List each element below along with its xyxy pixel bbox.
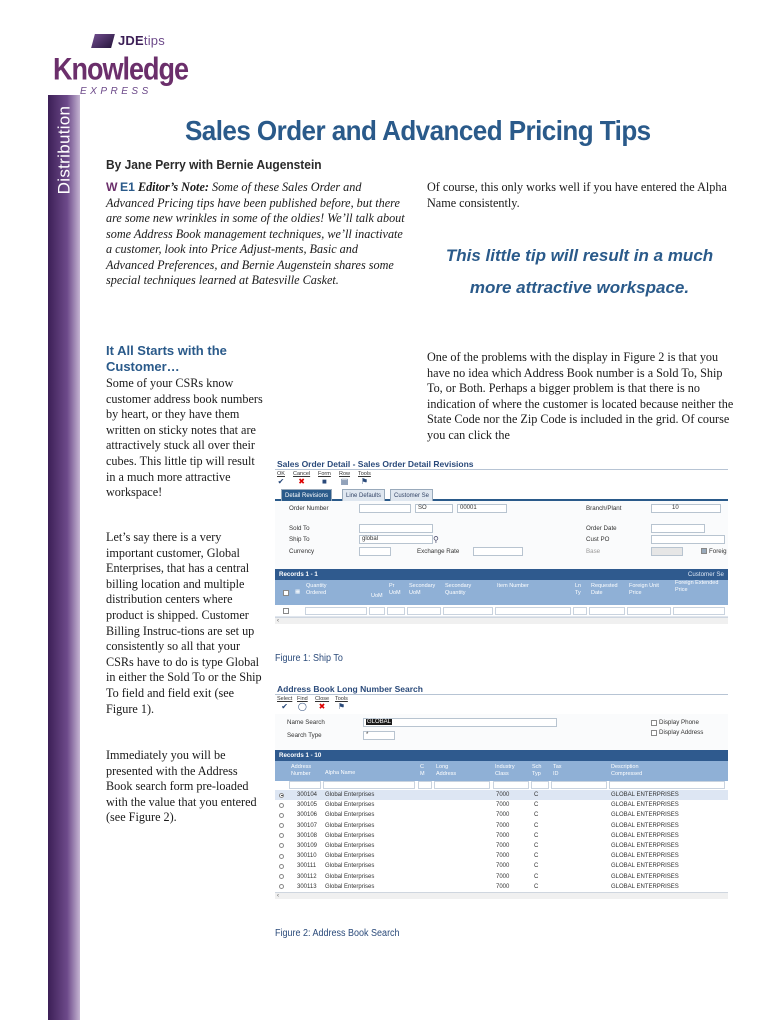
col-secondary-uom: Secondary UoM xyxy=(409,583,436,596)
query-by-example-row xyxy=(275,781,728,790)
cust-po-label: Cust PO xyxy=(586,536,610,543)
col-address-number: Address Number xyxy=(291,764,312,777)
exchange-rate-field[interactable] xyxy=(473,547,523,556)
alpha-name-cell: Global Enterprises xyxy=(325,832,375,839)
search-type-field[interactable]: * xyxy=(363,731,395,740)
exchange-rate-label: Exchange Rate xyxy=(417,548,460,555)
sch-typ-cell: C xyxy=(534,863,539,870)
tab-line-defaults[interactable]: Line Defaults xyxy=(342,489,385,501)
logo-cube-icon xyxy=(91,34,115,48)
select-all-checkbox[interactable] xyxy=(283,590,289,596)
search-type-label: Search Type xyxy=(287,732,322,739)
search-icon[interactable]: ⚲ xyxy=(433,535,439,544)
row-icon: ▤ xyxy=(340,477,349,486)
order-date-field[interactable] xyxy=(651,524,705,533)
row-radio[interactable] xyxy=(279,854,284,859)
section-label: Distribution xyxy=(54,105,74,195)
col-quantity-ordered: Quantity Ordered xyxy=(306,583,327,596)
form-icon: ■ xyxy=(322,477,327,486)
order-number-field[interactable]: 00001 xyxy=(457,504,507,513)
order-type-field[interactable]: SO xyxy=(415,504,453,513)
description-cell: GLOBAL ENTERPRISES xyxy=(611,792,679,798)
address-book-rows xyxy=(275,790,728,892)
foreign-checkbox[interactable] xyxy=(701,548,707,554)
description-cell: GLOBAL ENTERPRISES xyxy=(611,802,679,809)
order-number-label: Order Number xyxy=(289,505,329,512)
close-icon: ✖ xyxy=(318,702,326,711)
alpha-name-cell: Global Enterprises xyxy=(325,812,375,819)
table-row[interactable] xyxy=(275,800,728,810)
find-icon: ◯ xyxy=(297,702,307,711)
address-number-cell: 300105 xyxy=(297,802,318,809)
description-cell: GLOBAL ENTERPRISES xyxy=(611,863,679,870)
side-band xyxy=(48,95,80,1020)
row-radio[interactable] xyxy=(279,823,284,828)
base-label: Base xyxy=(586,548,601,555)
figure-2-toolbar xyxy=(275,695,728,714)
address-number-cell: 300107 xyxy=(297,822,318,829)
address-number-cell: 300110 xyxy=(297,853,317,860)
logo-brand-b: tips xyxy=(143,33,165,48)
branch-plant-field[interactable]: 10 xyxy=(651,504,721,513)
description-cell: GLOBAL ENTERPRISES xyxy=(611,873,679,880)
tab-customer-se[interactable]: Customer Se xyxy=(390,489,433,501)
knowledge-express-logo xyxy=(50,30,189,98)
figure-2-column-header xyxy=(275,761,728,781)
description-cell: GLOBAL ENTERPRISES xyxy=(611,883,679,890)
figure-1-screenshot xyxy=(275,458,728,648)
address-number-cell: 300104 xyxy=(297,792,318,798)
figure-1-toolbar xyxy=(275,470,728,489)
description-cell: GLOBAL ENTERPRISES xyxy=(611,832,679,839)
editors-note-text: Some of these Sales Order and Advanced Pricing tips have been published before, but there are some new wrinkles in some of the oldies! We’ll talk about some Address Book management techniques, we’ll inactivate a customer, look into Price Adjust-ments, Basic and Advanced Preferences, and Bernie Augenstein shares some special techniques learned at Batesville Casket. xyxy=(106,180,405,287)
sold-to-field[interactable] xyxy=(359,524,433,533)
figure-1-form xyxy=(275,501,728,569)
sch-typ-cell: C xyxy=(534,832,539,839)
address-number-cell: 300108 xyxy=(297,832,318,839)
row-radio[interactable] xyxy=(279,833,284,838)
figure-1-grid-header xyxy=(275,569,728,580)
records-label: Records 1 - 10 xyxy=(279,752,322,759)
table-row[interactable] xyxy=(275,821,728,831)
sch-typ-cell: C xyxy=(534,853,539,860)
logo-main-text: Knowledge xyxy=(53,52,189,87)
figure-1-column-header xyxy=(275,580,728,606)
industry-class-cell: 7000 xyxy=(496,853,510,860)
currency-label: Currency xyxy=(289,548,315,555)
row-radio[interactable] xyxy=(279,864,284,869)
alpha-name-cell: Global Enterprises xyxy=(325,842,375,849)
table-row[interactable] xyxy=(275,841,728,851)
branch-plant-label: Branch/Plant xyxy=(586,505,622,512)
logo-sub-text: EXPRESS xyxy=(80,86,152,97)
editors-note-label: Editor’s Note: xyxy=(137,180,209,194)
col-tax-id: Tax ID xyxy=(553,764,562,777)
figure-2-caption: Figure 2: Address Book Search xyxy=(275,928,400,939)
address-number-cell: 300111 xyxy=(297,863,317,870)
table-row[interactable] xyxy=(275,861,728,871)
display-phone-label: Display Phone xyxy=(659,719,699,726)
industry-class-cell: 7000 xyxy=(496,812,510,819)
pull-quote: This little tip will result in a much more attractive workspace. xyxy=(445,246,714,297)
description-cell: GLOBAL ENTERPRISES xyxy=(611,812,679,819)
industry-class-cell: 7000 xyxy=(496,883,510,890)
tools-icon: ⚑ xyxy=(360,477,368,486)
industry-class-cell: 7000 xyxy=(496,792,510,798)
col-foreign-extended-price: Foreign Extended Price xyxy=(675,580,719,593)
alpha-name-cell: Global Enterprises xyxy=(325,883,375,890)
figure-2-title: Address Book Long Number Search xyxy=(275,683,728,695)
row-radio[interactable] xyxy=(279,843,284,848)
sch-typ-cell: C xyxy=(534,883,539,890)
col-industry-class: Industry Class xyxy=(495,764,515,777)
horizontal-scrollbar[interactable]: ‹ xyxy=(275,892,728,899)
table-row[interactable] xyxy=(275,810,728,820)
col-requested-date: Requested Date xyxy=(591,583,618,596)
col-uom: UoM xyxy=(371,593,383,599)
display-address-label: Display Address xyxy=(659,729,704,736)
col-pr-uom: Pr UoM xyxy=(389,583,401,596)
industry-class-cell: 7000 xyxy=(496,802,510,809)
row-radio[interactable] xyxy=(279,803,284,808)
figure-1-caption: Figure 1: Ship To xyxy=(275,653,343,664)
alpha-name-cell: Global Enterprises xyxy=(325,802,375,809)
sch-typ-cell: C xyxy=(534,812,539,819)
alpha-name-cell: Global Enterprises xyxy=(325,873,375,880)
display-address-checkbox[interactable] xyxy=(651,730,657,736)
tools-menu[interactable]: Tools ⚑ xyxy=(358,471,371,486)
paragraph-right-mid: One of the problems with the display in Figure 2 is that you have no idea which Address Book number is a Sold To, Ship To, or Both. Perhaps a bigger problem is that there is no indication of where the customer is located because neither the State Code nor the Zip Code is included in the grid. Of course you can click the xyxy=(427,350,734,442)
col-description-compressed: Description Compressed xyxy=(611,764,643,777)
paragraph-left-3: Immediately you will be presented with the Address Book search form pre-loaded with the value that you entered (see Figure 2). xyxy=(106,748,257,825)
row-checkbox[interactable] xyxy=(283,608,289,614)
figure-2-grid-header xyxy=(275,750,728,761)
name-search-label: Name Search xyxy=(287,719,325,726)
cancel-icon: ✖ xyxy=(298,477,305,486)
row-radio[interactable] xyxy=(279,813,284,818)
find-button[interactable]: Find ◯ xyxy=(297,696,308,711)
description-cell: GLOBAL ENTERPRISES xyxy=(611,822,679,829)
figure-2-screenshot xyxy=(275,683,728,923)
address-number-cell: 300109 xyxy=(297,842,318,849)
industry-class-cell: 7000 xyxy=(496,873,510,880)
col-item-number: Item Number xyxy=(497,583,529,589)
alpha-name-cell: Global Enterprises xyxy=(325,822,375,829)
customer-se-link[interactable]: Customer Se xyxy=(687,571,724,578)
tools-menu[interactable]: Tools ⚑ xyxy=(335,696,348,711)
col-sch-typ: Sch Typ xyxy=(532,764,542,777)
foreign-label: Foreig xyxy=(709,548,727,555)
col-ln-ty: Ln Ty xyxy=(575,583,582,596)
check-icon: ✔ xyxy=(281,702,288,711)
horizontal-scrollbar[interactable]: ‹ xyxy=(275,617,728,624)
sch-typ-cell: C xyxy=(534,873,539,880)
col-cm: C M xyxy=(420,764,425,777)
address-number-cell: 300112 xyxy=(297,873,317,880)
col-long-address: Long Address xyxy=(436,764,457,777)
industry-class-cell: 7000 xyxy=(496,822,510,829)
sch-typ-cell: C xyxy=(534,822,539,829)
check-icon: ✔ xyxy=(277,477,285,486)
figure-1-tabs xyxy=(275,489,728,501)
ship-to-field[interactable]: global xyxy=(359,535,433,544)
ok-button[interactable]: OK ✔ xyxy=(277,471,285,486)
currency-field[interactable] xyxy=(359,547,391,556)
article-title: Sales Order and Advanced Pricing Tips xyxy=(185,115,651,146)
address-number-cell: 300106 xyxy=(297,812,318,819)
tab-detail-revisions[interactable]: Detail Revisions xyxy=(281,489,332,501)
figure-1-title: Sales Order Detail - Sales Order Detail Revisions xyxy=(275,458,728,470)
industry-class-cell: 7000 xyxy=(496,842,510,849)
row-radio[interactable] xyxy=(279,793,284,798)
table-row[interactable] xyxy=(275,882,728,892)
description-cell: GLOBAL ENTERPRISES xyxy=(611,842,679,849)
industry-class-cell: 7000 xyxy=(496,863,510,870)
table-row[interactable] xyxy=(275,831,728,841)
row-radio[interactable] xyxy=(279,884,284,889)
form-menu[interactable]: Form ■ xyxy=(318,471,331,486)
select-button[interactable]: Select ✔ xyxy=(277,696,293,711)
row-menu[interactable]: Row ▤ xyxy=(339,471,351,486)
sch-typ-cell: C xyxy=(534,802,539,809)
row-radio[interactable] xyxy=(279,874,284,879)
order-date-label: Order Date xyxy=(586,525,617,532)
sch-typ-cell: C xyxy=(534,842,539,849)
paragraph-left-1: Some of your CSRs know customer address book numbers by heart, or they have them written on sticky notes that are attractively stuck all over their cubes. This little tip will result in a much more attractive workspace! xyxy=(106,376,263,500)
col-foreign-unit-price: Foreign Unit Price xyxy=(629,583,659,596)
paragraph-left-2: Let’s say there is a very important customer, Global Enterprises, that has a central billing location and multiple distribution centers where product is shipped. Customer Billing Instruc-tions are set up consistently so all that your CSRs have to do is type Global in either the Sold To or the Ship To field and field exit (see Figure 1). xyxy=(106,530,262,716)
figure-2-form xyxy=(275,714,728,750)
byline: By Jane Perry with Bernie Augenstein xyxy=(106,157,322,172)
we-e1-badge: W E1 xyxy=(106,180,135,194)
sold-to-label: Sold To xyxy=(289,525,310,532)
tools-icon: ⚑ xyxy=(337,702,345,711)
sch-typ-cell: C xyxy=(534,792,539,798)
col-secondary-quantity: Secondary Quantity xyxy=(445,583,472,596)
alpha-name-cell: Global Enterprises xyxy=(325,853,375,860)
industry-class-cell: 7000 xyxy=(496,832,510,839)
table-row[interactable] xyxy=(275,606,728,617)
name-search-field[interactable]: GLOBAL xyxy=(363,718,557,727)
address-number-cell: 300113 xyxy=(297,883,317,890)
table-row[interactable] xyxy=(275,790,728,800)
alpha-name-cell: Global Enterprises xyxy=(325,863,375,870)
description-cell: GLOBAL ENTERPRISES xyxy=(611,853,679,860)
editors-note xyxy=(106,180,406,289)
table-icon: ▦ xyxy=(295,589,301,595)
records-label: Records 1 - 1 xyxy=(279,571,318,578)
col-alpha-name: Alpha Name xyxy=(325,770,356,776)
display-phone-checkbox[interactable] xyxy=(651,720,657,726)
table-row[interactable] xyxy=(275,851,728,861)
paragraph-right-top: Of course, this only works well if you have entered the Alpha Name consistently. xyxy=(427,180,727,210)
cancel-button[interactable]: Cancel ✖ xyxy=(293,471,311,486)
order-number-blank[interactable] xyxy=(359,504,411,513)
ship-to-label: Ship To xyxy=(289,536,310,543)
cust-po-field[interactable] xyxy=(651,535,725,544)
section-heading: It All Starts with the Customer… xyxy=(106,343,227,374)
alpha-name-cell: Global Enterprises xyxy=(325,792,375,798)
close-button[interactable]: Close ✖ xyxy=(315,696,330,711)
base-field xyxy=(651,547,683,556)
logo-brand-a: JDE xyxy=(118,33,144,48)
table-row[interactable] xyxy=(275,872,728,882)
